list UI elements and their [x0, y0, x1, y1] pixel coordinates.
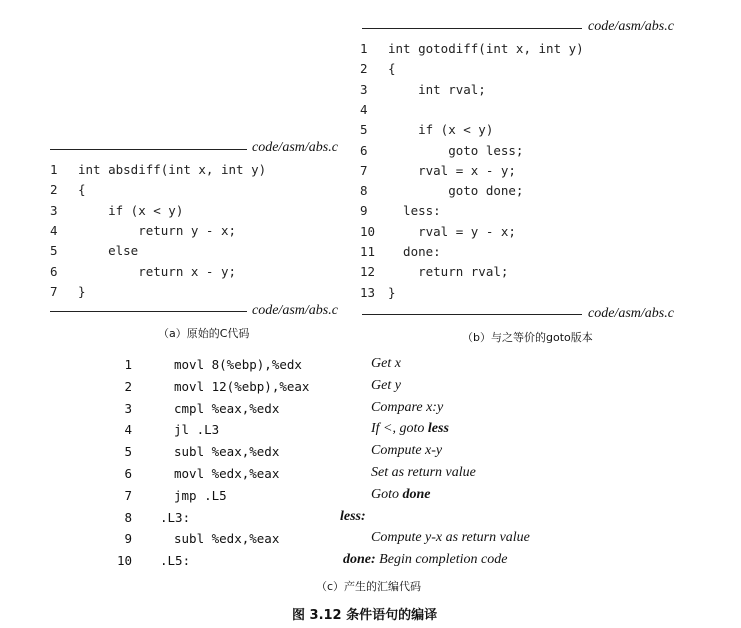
asm-line-number: 6: [124, 466, 132, 481]
code-text: int rval;: [388, 81, 486, 97]
asm-instruction: jmp .L5: [174, 487, 227, 503]
asm-instruction: subl %edx,%eax: [174, 531, 280, 547]
listing-b-filename-top: code/asm/abs.c: [588, 19, 674, 34]
listing-a-filename-top: code/asm/abs.c: [252, 140, 338, 155]
code-text: rval = y - x;: [388, 223, 516, 239]
line-number: 7: [360, 162, 368, 178]
line-number: 4: [360, 101, 368, 117]
line-number: 5: [50, 243, 58, 259]
comment-bold-label: done: [402, 486, 431, 502]
line-number: 13: [360, 284, 376, 300]
asm-comment: [371, 443, 442, 459]
asm-instruction: movl 12(%ebp),%eax: [174, 378, 310, 394]
asm-line-number: 2: [124, 378, 132, 394]
line-number: 3: [360, 81, 368, 97]
line-number: 12: [360, 264, 376, 280]
comment-text: Compare x:y: [371, 399, 444, 415]
asm-comment: [371, 421, 449, 437]
code-text: goto less;: [388, 142, 524, 158]
asm-comment: [371, 400, 443, 416]
code-text: less:: [388, 203, 441, 219]
code-text: goto done;: [388, 183, 524, 199]
listing-a-filename-bottom: code/asm/abs.c: [252, 303, 338, 318]
asm-line-number: 8: [124, 509, 132, 525]
asm-comment: [371, 465, 476, 481]
code-text: return y - x;: [78, 222, 237, 238]
comment-text: Begin completion code: [375, 552, 508, 568]
asm-instruction: subl %eax,%edx: [174, 444, 280, 460]
listing-c-caption: （c）产生的汇编代码: [316, 580, 422, 593]
code-text: }: [78, 283, 86, 299]
asm-comment: [343, 552, 507, 568]
code-text: int gotodiff(int x, int y): [388, 41, 584, 56]
figure-title: 图 3.12 条件语句的编译: [292, 608, 438, 623]
code-text: done:: [388, 244, 441, 259]
asm-instruction: movl %edx,%eax: [174, 466, 280, 481]
comment-text: Goto: [371, 486, 403, 502]
asm-line-number: 7: [124, 487, 132, 503]
code-text: }: [388, 284, 396, 300]
line-number: 6: [360, 142, 368, 158]
listing-a-caption: （a）原始的C代码: [158, 327, 250, 340]
asm-instruction: movl 8(%ebp),%edx: [174, 357, 302, 372]
code-text: if (x < y): [388, 122, 494, 138]
asm-line-number: 9: [124, 531, 132, 547]
code-text: return x - y;: [78, 263, 237, 279]
code-text: rval = x - y;: [388, 162, 516, 178]
line-number: 9: [360, 203, 368, 219]
asm-line-number: 5: [124, 444, 132, 460]
listing-b-filename-bottom: code/asm/abs.c: [588, 306, 674, 321]
comment-text: Get x: [371, 356, 401, 371]
comment-bold-label: done:: [343, 552, 376, 568]
asm-line-number: 10: [116, 553, 132, 569]
comment-text: Compute x-y: [371, 443, 443, 459]
comment-text: Compute y-x as return value: [371, 530, 530, 546]
asm-comment: [371, 356, 401, 372]
line-number: 6: [50, 263, 58, 279]
line-number: 2: [360, 61, 368, 77]
asm-comment: [371, 487, 431, 503]
line-number: 4: [50, 222, 58, 238]
asm-comment: [340, 509, 366, 525]
code-text: return rval;: [388, 264, 509, 280]
line-number: 10: [360, 223, 376, 239]
line-number: 2: [50, 182, 58, 198]
asm-label: .L3:: [160, 509, 191, 525]
line-number: 11: [360, 244, 376, 259]
comment-text: If <, goto: [371, 421, 428, 437]
asm-instruction: cmpl %eax,%edx: [174, 400, 280, 416]
code-text: {: [78, 182, 86, 198]
asm-line-number: 3: [124, 400, 132, 416]
asm-label: .L5:: [160, 553, 191, 569]
comment-text: Set as return value: [371, 465, 476, 480]
comment-bold-label: less:: [340, 508, 366, 524]
code-text: int absdiff(int x, int y): [78, 162, 267, 177]
code-text: {: [388, 61, 396, 77]
listing-b-caption: （b）与之等价的goto版本: [462, 331, 593, 344]
line-number: 7: [50, 283, 58, 299]
asm-instruction: jl .L3: [174, 422, 220, 438]
asm-comment: [371, 530, 530, 546]
line-number: 3: [50, 202, 58, 218]
line-number: 8: [360, 183, 368, 199]
line-number: 1: [50, 162, 58, 177]
line-number: 5: [360, 122, 368, 138]
comment-text: Get y: [371, 377, 401, 393]
line-number: 1: [360, 41, 368, 56]
code-text: else: [78, 243, 139, 259]
asm-comment: [371, 378, 401, 394]
asm-line-number: 1: [124, 357, 132, 372]
comment-bold-label: less: [427, 421, 449, 437]
code-text: if (x < y): [78, 202, 184, 218]
asm-line-number: 4: [124, 422, 132, 438]
